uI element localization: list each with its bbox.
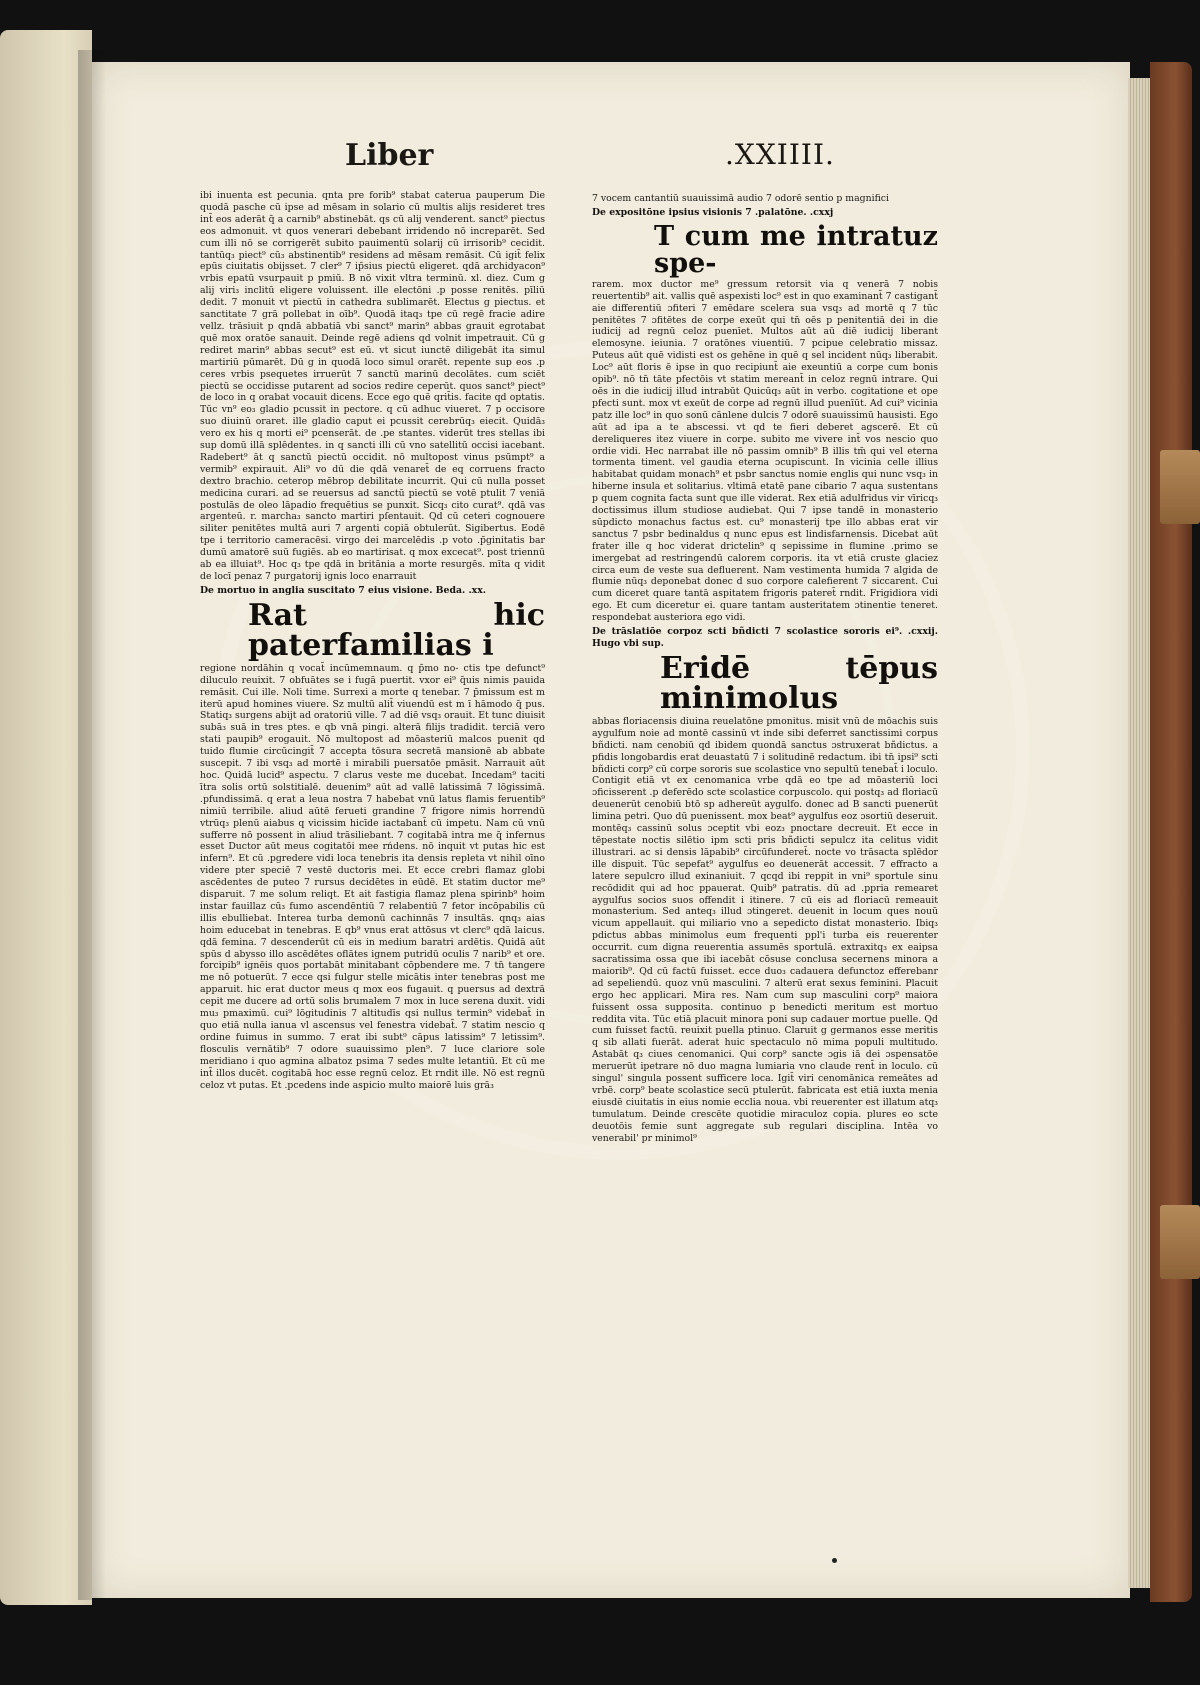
right-paragraph-mid: rarem. mox ductor me⁹ gressum retorsit via q venerā 7 nobis reuertentib⁹ ait. vallis quē aspexisti loc⁹ est in quo examinant̄ 7 castigant̄ aie differentiū ɔfiteri 7 emēdare scelera sua vsq₃ ad mortē q 7 tūc penitētes 7 ɔfitētes de corpe exeūt qui tn̄ oēs p penitentiā dei in die iudicij ad regnū celoz puenīet. Multos aūt aū diē iudicij liberant elemosyne. ieiunia. 7 oratōnes viuentiū. 7 pcipue celebratio missaz. Puteus aūt quē vidisti est os gehēne in quē q sel incident nūq₃ liberabit. Loc⁹ aūt floris ē ipse in quo recipiunt̄ aie exeuntiū a corpe cum bonis opib⁹. nō tn̄ tāte pfectōis vt statim mereant̄ in celoz regnū intrare. Qui oēs in die iudicij illud intrabūt Quicūq₃ aūt in verbo. cogitatione et ope pfecti sunt. mox vt exeūt de corpe ad regnū illud puenīūt. Ad cui⁹ vicinia patz ille loc⁹ in quo sonū cānlene dulcis 7 odorē suauissimū hausisti. Ego aūt ad ipa a te abscessi. vt qd te fieri deberet agscerē. Et cū dereliqueres itez viuere in corpe. subito me vivere int̄ vos nescio quo ordie vidi. Hec narrabat ille nō passim omnib⁹ B illis tm̄ qui vel eterna tormenta timent. vel gaudia eterna ɔcupiscunt. In vicinia celle illius habitabat quidam monach⁹ et psbr sanctus nomie englis qui nunc vsq₃ in hiberne insula et solitarius. vltimā etatē pane cibario 7 aqua sustentans p quem cognita facta sunt que ille viderat. Rex etiā adulfridus vir vīricq₃ doctissimus illum studiose audiebat. Qui 7 ipse tandē in monasterio sūpdicto monachus factus est. cu⁹ monasterij tpe illo abbas erat vir sanctus 7 psbr bedinaldus q nunc epus est lindisfarnensis. Dicebat aūt frater ille q hoc viderat drictelin⁹ q sepissime in flumine .primo se imergebat ad restringendū calorem corporis. ita vt etiā cruste glaciez circa eum de veste sua defluerent. Nam vestimenta humida 7 algida de flumie nūq₃ deponebat donec d suo corpore calefierent 7 siccarent. Cui cum diceret quare tantā aspitatem frigoris pateret̄ rndit. Frigidiora vidi ego. Et cum diceretur ei. quare tantam austeritatem ɔtinentie teneret. respondebat austeriora ego vidi. xyxy=(592,278,938,624)
right-chapter-heading-1: De expositōne ipsius visionis 7 .palatōne. .cxxj xyxy=(592,206,834,218)
clasp-bottom xyxy=(1160,1205,1200,1279)
running-head-folio: .XXIIII. xyxy=(725,138,835,171)
left-paragraph-top: ibi inuenta est pecunia. qnta pre forib⁹ stabat caterua pauperum Die quodā pasche cū ipse ad mēsam in solario cū multis alijs resideret tres int̄ eos aderāt q̄ a carnib⁹ abstinebāt. qs cū alij venderent. sanct⁹ piectus eos admonuit. vt quos venerari debebant irridendo nō increparēt. Sed cum illi nō se corrigerēt subito pauimentū solarij cū irrisorib⁹ cecidit. tantūq₃ piect⁹ cū₃ abstinentib⁹ residens ad mēsam remāsit. Cū igit̄ felix epūs ciuitatis obijsset. 7 cler⁹ 7 ip̄sius piectū eligeret. qdā archidyacon⁹ vrbis epatū vsurpauit p pmiū. B nō vixit vltra terminū. xl. diez. Cum g alij viri₃ inclitū eligere voluissent. ille electōni .p posse renitēs. pīliū dedit. 7 monuit vt piectū in cathedra sublimarēt. Electus g piectus. et sanctitate 7 grā pollebat in oīb⁹. Quodā itaq₃ tpe cū regē fracie adire vellz. trāsiuit p qndā abbatiā vbi sanct⁹ marin⁹ abbas grauit egrotabat quē mox oratōe sanauit. Deinde regē adiens qd volnit impetrauit. Cū g rediret marin⁹ abbas secut⁹ est eū. vt sicut iunctē diligebāt ita simul martiriū pūmarēt. Dū g in quodā loco simul orarēt. repente sup eos .p ceres vrbis psequetes irruerūt 7 sanctū marinū decolātes. cum sciēt piectū se occidisse putarent ad socios redire ceperūt. quos sanct⁹ piect⁹ de loco in q orabat vocauit dicens. Ecce ego quē qrit̄is. facite qd optatis. Tūc vn⁹ eo₃ gladio pcussit in pectore. q cū adhuc viueret. 7 p occisore suo diuinū oraret. ille gladio caput ei pcussit cerebrūq₃ eiecit. Quidā₃ vero ex his q morti ei⁹ pcenserāt. de .pe stantes. viderūt tres stellas ibi sup domū illā splēdentes. in q sancti illi cū vno satellitū occisi iacebant. Radebert⁹ āt q sanctū piectū occidit. nō multopost vinus psūmpt⁹ a vermib⁹ expirauit. Ali⁹ vo dū die qdā venaret̄ de eq corruens fracto dextro brachio. ceterop mēbrop debilitate incurrit. Qui cū nulla posset medicina curari. ad se reuersus ad sanctū piectū se votē ptulit 7 veniā postulās de oleo lāpadio frequētius se punxit. Sicq₃ cito curat⁹. qdā vas argenteū. r. marcha₃ sancto martiri pſentauit. Qd cū ceteri cognouere siliter penitētes multā auri 7 argenti copiā obtulerūt. Sigibertus. Eodē tpe i territorio cameracēsi. virgo dei marcelēdis .p voto .p̄ginitatis bar dumū amatorē suū fugiēs. ab eo martirisat. q mox excecat⁹. post triennū ab ea illuiat⁹. Hoc q₃ tpe qdā in britānia a morte resurgēs. mīta q vidit de locī penaz 7 purgatorij ignis loco enarrauit xyxy=(200,190,545,582)
page-stack-edge xyxy=(1128,78,1152,1588)
right-incipit-heading-1: T cum me intratuz spe- xyxy=(654,220,938,279)
right-text-column xyxy=(592,193,938,1147)
right-paragraph-top: 7 vocem cantantiū suauissimā audio 7 odorē sentio p magnifici xyxy=(592,193,889,204)
left-incipit-heading: Rat hic paterfamilias i xyxy=(248,597,545,663)
right-chapter-heading-2: De trāslatiōe corpoz scti bñdicti 7 scolastice sororis ei⁹. .cxxij. Hugo vbi sup. xyxy=(592,626,938,649)
right-incipit-heading-2: Eridē tēpus minimolus xyxy=(660,650,938,716)
leather-cover xyxy=(1150,62,1192,1602)
right-paragraph-bottom: abbas floriacensis diuina reuelatōne pmonitus. misit vnū de mōachis suis aygulfum noie ad montē cassinū vt inde sibi deferret sanctissimi corpus bñdicti. nam cenobiū qd ibidem quondā sanctus ɔstruxerat bñdictus. a pfidis longobardis erat deuastatū 7 i solitudinē redactum. ibi tn̄ ipsi⁹ scti bñdicti corp⁹ cū corpe sororis sue scolastice vno sepultū tenebat̄ i loculo. Contigit etiā vt ex cenomanica vrbe qdā eo tpe ad mōasteriū loci ɔficisserent .p deferēdo scte scolastice corpuscolo. qui postq₃ ad floriacū deuenerūt cenobiū btō sp adhereūt aygulfo. donec ad B sancti puenerūt limina petri. Quo dū puenissent. mox beat⁹ aygulfus eoz ɔsortiū deseruit. montēq₃ cassinū solus ɔceptit vbi eoz₃ pnoctare decreuit. Et ecce in tēpestate noctis silētio ipm scti pris bñdicti sepulcz ita celitus vidit illustrari. ac si densis lāpabib⁹ circūfunderet̄. nocte vo trāsacta splēdor ille dispuit. Tūc sepefat⁹ aygulfus eo deuenerāt accessit. 7 effracto a latere sepulcro illud exinaniuit. 7 qcqd ibi reppit in vni⁹ sportule sinu recōdidit qui ad hoc ppauerat. Quib⁹ patratis. dū ad .ppria remearet aygulfus socios suos offendit i itinere. 7 cū eis ad floriacū remeauit monasterium. Sed anteq₃ illud ɔtingeret. deuenit in locum ques nouū vicum appellauit. qui miliario vno a sepedicto distat monasterio. Ibiq₃ pdictus abbas minimolus eum frequenti ppl'i turba eis reuerenter occurrit. cum digna reuerentia assumēs sportulā. extraxitq₃ ex eaipsa sacratissima ossa que ibi iacebāt cōsuse conclusa secernens minora a maiorib⁹. Qd cū factū fuisset. ecce duo₃ cadauera defunctoz efferebanr ad sepeliendū. quoz vnū masculini. 7 alterū erat sexus feminini. Placuit ergo hec applicari. Mira res. Nam cum sup masculini corp⁹ maiora fuissent ossa supposita. continuo p benedicti meritum est mortuo reddita vita. Tūc etiā placuit minora poni sup cadauer mortue puelle. Qd cum fuisset factū. reuixit puella ptinuo. Claruit g germanos esse meritis q sib allati fuerāt. aderat huic spectaculo nō mima populi multitudo. Astabāt q₃ ciues cenomanici. Qui corp⁹ sancte ɔgis iā dei ɔspensatōe meruerūt ipetrare nō duo magna lumiaria vno claude rent̄ in loculo. cū singul' singula possent sufficere loca. Igit̄ viri cenomānica remeātes ad vrbē. corp⁹ beate scolastice secū ptulerūt. fabricata est etiā iuxta menia eiusdē ciuitatis in eius nomie ecclia noua. vbi reuerenter est illatum atq₃ tumulatum. Deinde crescēte quotidie miraculoz copia. plures eo scte deuotōis femie sunt aggregate sub regulari disciplina. Intēa vo venerabil' pr minimol⁹ xyxy=(592,715,938,1144)
gutter-shadow xyxy=(78,50,106,1600)
left-chapter-heading: De mortuo in anglia suscitato 7 eius visione. Beda. .xx. xyxy=(200,584,487,596)
left-text-column xyxy=(200,190,545,1093)
clasp-top xyxy=(1160,450,1200,524)
running-head-liber: Liber xyxy=(345,138,434,173)
ink-dot xyxy=(832,1558,837,1563)
left-paragraph-bottom: regione nordāhin q vocat̄ incūmemnaum. q p̄mo no- ctis tpe defunct⁹ diluculo reuixit. 7 obfuātes se i fugā puertit. vxor ei⁹ q̄uis nimis pauida remāsit. Cui ille. Noli time. Surrexi a morte q tenebar. 7 p̄missum est m iterū apud homines viuere. Sz multū alit̄ viuendū est m ī hāmodo q̄ pus. Statiq₃ surgens abijt ad oratoriū ville. 7 ad diē vsq₃ orauit. Et tunc diuisit subā₃ suā in tres ptes. e qb vnā pingi. alterā filijs tradidit. terciā vero stati paupib⁹ erogauit. Nō multopost ad mōasteriū malcos puenit qd tuido flumie circūcingit̄ 7 accepta tōsura secretā mansionē ab abbate suscepit. 7 ibi vsq₃ ad mortē i mirabili puersatōe pmāsit. Narrauit aūt hoc. Quidā lucid⁹ aspectu. 7 clarus veste me ducebat. Incedam⁹ taciti ītra solis ortū solstitialē. deuenim⁹ aūt ad vallē latissimā 7 lōgissimā. .pfundissimā. q erat a leua nostra 7 habebat vnū latus flamis feruentib⁹ nimiū terribile. aliud aūtē ferueti grandine 7 frigore nimis horrendū vtrūq₃ plenū aiabus q vicissim hicīde iactabant̄ cū impetu. Nam cū vnū sufferre nō possent in aliud trāsiliebant. 7 cogitabā intra me q̄ infernus esset Ductor aūt meus cogitatōi mee rńdens. nō inquit vt putas hic est infern⁹. Et cū .pgredere vidi loca tenebris ita densis repleta vt nihil oīno videre pter speciē 7 vestē ductoris mei. Et ecce crebri flamaz globi ascēdentes de puteo 7 rursus decidētes in eūdē. Et statim ductor me⁹ disparuit. 7 me solum reliqt. Et ait fastigia flamaz plena spirinb⁹ hoim instar fauillaz cū₃ fumo ascendēntiū 7 relabentiū 7 fetor incōpabilis cū illis ebulliebat. Interea turba demonū cachinnās 7 insultās. qnq₃ aias hoim educebat in tenebras. E qb⁹ vnus erat attōsus vt clerc⁹ qdā laicus. qdā femina. 7 descenderūt cū eis in medium baratri ardētis. Quidā aūt spūs d abysso illo ascēdētes oflātes ignem putridū oculis 7 narib⁹ et ore. forcipib⁹ ignēis quos portabāt minitabant cōpbendere me. 7 tn̄ tangere me nō potuerūt. 7 ecce qsi fulgur stelle micātis inter tenebras post me apparuit. hic erat ductor meus q mox eos fugauit. q puersus ad dextrā cepit me ducere ad ortū solis brumalem 7 mox in luce serena duxit. vidi mu₃ pmaximū. cui⁹ lōgitudinis 7 altitudīs qsi nullus termin⁹ videbat̄ in quo etiā nulla ianua vl ascensus vel fenestra videbat̄. 7 statim nescio q ordine fuimus in summo. 7 erat ibi subt⁹ cāpus latissim⁹ 7 letissim⁹. flosculis vernātib⁹ 7 odore suauissimo plen⁹. 7 luce clariore sole meridiano i quo agmina albatoz psima 7 sedes multe letantiū. Et cū me int̄ illos ducēt. cogitabā hoc esse regnū celoz. Et rndit ille. Nō est regnū celoz vt putas. Et .pcedens inde aspicio multo maiorē luis grā₃ xyxy=(200,662,545,1091)
